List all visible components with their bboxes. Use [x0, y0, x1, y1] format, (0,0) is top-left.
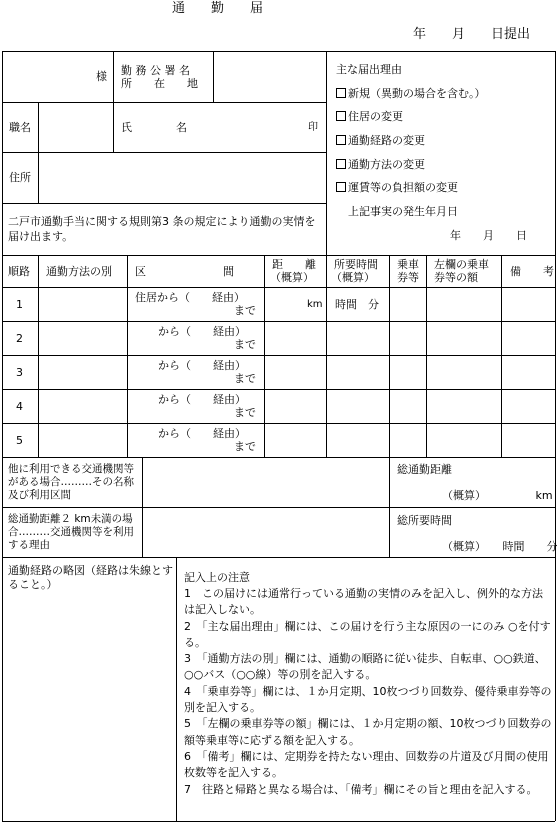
workplace-field[interactable] [214, 52, 325, 101]
reason-residence-change[interactable] [336, 110, 403, 123]
reason-fare-change[interactable] [336, 181, 458, 194]
address-field[interactable] [39, 153, 325, 202]
section-from[interactable]: 住居から（ 経由） [135, 291, 245, 304]
checkbox-icon[interactable] [336, 111, 346, 121]
col-header-time-approx: （概算） [331, 271, 375, 284]
section-to: まで [234, 304, 256, 317]
col-header-order: 順路 [8, 265, 30, 278]
checkbox-icon[interactable] [336, 88, 346, 98]
note-item: 3 「通勤方法の別」欄には、通勤の順路に従い徒歩、自転車、○○鉄道、○○バス（○○線）等の別を記入する。 [184, 652, 546, 682]
section-to: まで [234, 406, 256, 419]
col-header-fare-2: 券等の額 [434, 271, 478, 284]
reason-label: 住居の変更 [348, 110, 403, 123]
name-label: 氏 名 [121, 121, 187, 134]
note-item: 2 「主な届出理由」欄には、この届けを行う主な原因の一にのみ ○を付する。 [184, 619, 551, 649]
section-from[interactable]: から（ 経由） [158, 325, 246, 338]
reason-label: 通勤方法の変更 [348, 158, 425, 171]
total-time-field[interactable]: （概算） 時間 分 [442, 540, 557, 553]
occurrence-date-field[interactable]: 年 月 日 [450, 229, 527, 242]
workplace-name-label: 勤 務 公 署 名 [121, 64, 190, 77]
recipient-suffix: 様 [96, 70, 107, 83]
reason-new[interactable] [336, 87, 486, 100]
other-transport-field[interactable] [143, 458, 388, 506]
row-number: 1 [16, 298, 23, 311]
form-title: 通 勤 届 [172, 1, 264, 16]
notes-title: 記入上の注意 [184, 571, 250, 584]
col-header-distance: 距 離 [272, 258, 316, 271]
route-map-area[interactable] [3, 596, 175, 820]
col-header-distance-approx: （概算） [270, 271, 314, 284]
row-number: 4 [16, 400, 23, 413]
route-map-label: 通勤経路の略図（経路は朱線とすること。） [8, 564, 173, 591]
time-unit[interactable]: 時間 分 [335, 298, 379, 311]
position-label: 職名 [9, 121, 31, 134]
occurrence-date-label: 上記事実の発生年月日 [348, 205, 458, 218]
section-from[interactable]: から（ 経由） [158, 393, 246, 406]
note-item: 6 「備考」欄には、定期券を持たない理由、回数券の片道及び月間の使用枚数等を記入する。 [184, 749, 549, 780]
distance-unit[interactable]: km [307, 299, 323, 310]
submission-date: 年 月 日提出 [413, 27, 531, 42]
reason-label: 通勤経路の変更 [348, 134, 425, 147]
reason-route-change[interactable] [336, 134, 425, 147]
note-item: 7 往路と帰路と異なる場合は、「備考」欄にその旨と理由を記入する。 [184, 782, 538, 796]
section-to: まで [234, 440, 256, 453]
reasons-title: 主な届出理由 [336, 63, 402, 76]
total-time-label: 総所要時間 [397, 514, 452, 527]
reason-method-change[interactable] [336, 158, 425, 171]
checkbox-icon[interactable] [336, 159, 346, 169]
other-transport-label: 他に利用できる交通機関等がある場合………その名称及び利用区間 [8, 463, 134, 501]
total-distance-label: 総通勤距離 [397, 463, 452, 476]
notes-list [184, 586, 552, 798]
checkbox-icon[interactable] [336, 135, 346, 145]
section-to: まで [234, 338, 256, 351]
note-item: 5 「左欄の乗車券等の額」欄には、１か月定期の額、10枚つづり回数券の額等乗車等に応ずる額を記入する。 [184, 717, 552, 747]
declaration-text: 二戸市通勤手当に関する規則第3 条の規定により通勤の実情を届け出ます。 [8, 215, 316, 243]
short-distance-label: 総通勤距離２ km未満の場合………交通機関等を利用する理由 [8, 513, 134, 551]
name-field[interactable] [214, 103, 304, 151]
section-from[interactable]: から（ 経由） [158, 427, 246, 440]
workplace-address-label: 所 在 地 [121, 77, 198, 90]
checkbox-icon[interactable] [336, 182, 346, 192]
col-header-ticket: 乗車 [397, 258, 419, 271]
short-distance-field[interactable] [143, 508, 388, 556]
total-distance-field[interactable]: （概算） km [442, 489, 553, 502]
col-header-fare: 左欄の乗車 [434, 258, 489, 271]
col-header-method: 通勤方法の別 [46, 265, 112, 278]
address-label: 住所 [9, 171, 31, 184]
row-number: 5 [16, 434, 23, 447]
row-number: 2 [16, 332, 23, 345]
reason-label: 運賃等の負担額の変更 [348, 181, 458, 194]
col-header-time: 所要時間 [334, 258, 378, 271]
col-header-ticket-2: 券等 [397, 271, 419, 284]
col-header-section: 区 間 [135, 265, 234, 278]
position-field[interactable] [39, 103, 112, 151]
seal-mark: 印 [308, 122, 318, 133]
col-header-remarks: 備 考 [510, 265, 554, 278]
note-item: 4 「乗車券等」欄には、１か月定期、10枚つづり回数券、優待乗車券等の別を記入する。 [184, 684, 552, 715]
row-number: 3 [16, 366, 23, 379]
section-from[interactable]: から（ 経由） [158, 359, 246, 372]
section-to: まで [234, 372, 256, 385]
reason-label: 新規（異動の場合を含む。） [348, 87, 486, 100]
note-item: 1 この届けには通常行っている通勤の実情のみを記入し、例外的な方法は記入しない。 [184, 587, 543, 617]
